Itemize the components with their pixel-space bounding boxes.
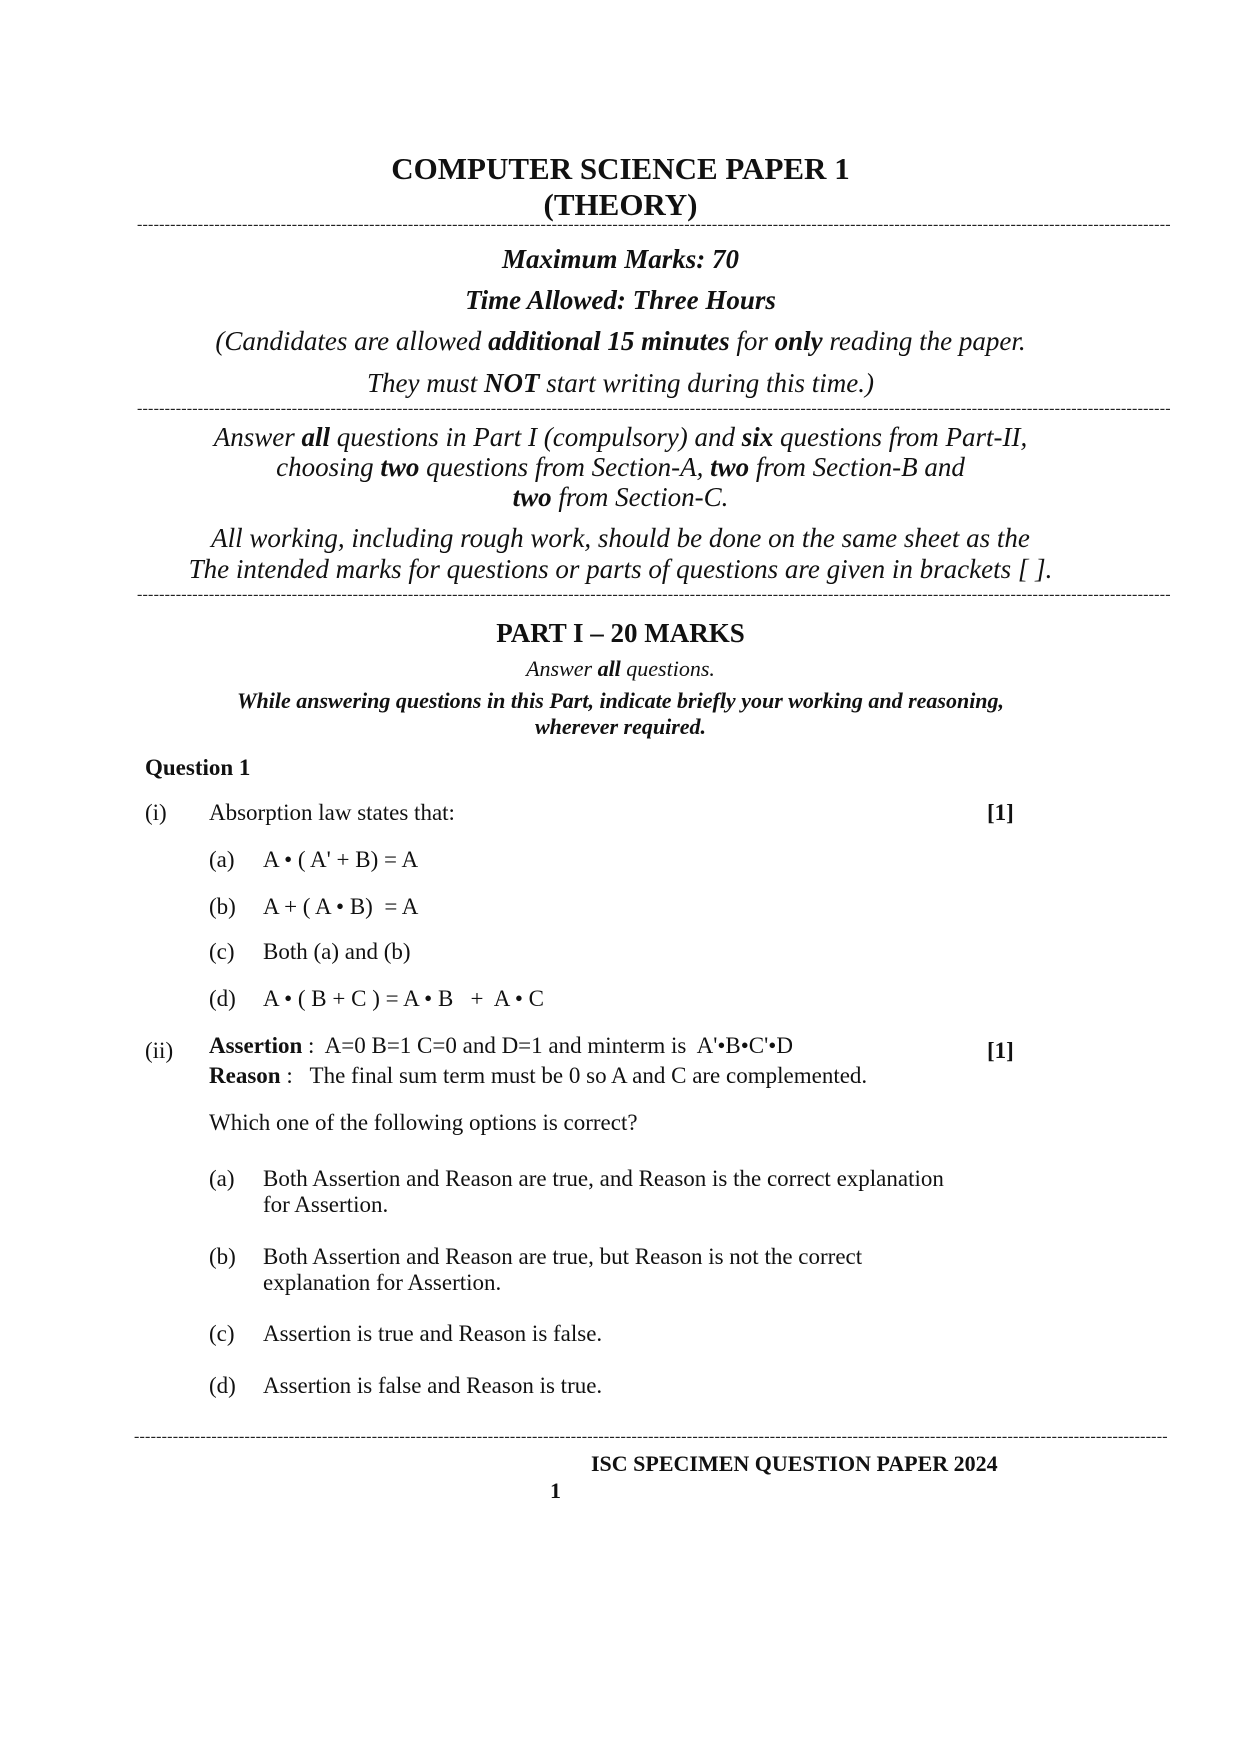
option-text-cont: for Assertion. — [263, 1192, 389, 1217]
option-text: Assertion is false and Reason is true. — [263, 1373, 603, 1398]
divider-rule: ------------------------------------------------------------------------------------------------------------------------------------------------------------------------------------------- — [137, 400, 1171, 417]
divider-rule: ------------------------------------------------------------------------------------------------------------------------------------------------------------------------------------------- — [137, 216, 1171, 233]
question-number: (ii) — [145, 1038, 174, 1063]
max-marks: Maximum Marks: 70 — [501, 244, 740, 274]
question-number: (i) — [145, 800, 167, 825]
footer-rule: ------------------------------------------------------------------------------------------------------------------------------------------------------------------------------------------- — [134, 1428, 1168, 1445]
reading-note-line2: They must NOT start writing during this time.) — [366, 368, 875, 398]
option-label: (c) — [209, 1321, 235, 1346]
instruction-line4: All working, including rough work, should be done on the same sheet as the — [211, 523, 1030, 553]
time-allowed: Time Allowed: Three Hours — [465, 285, 776, 315]
reason-line: Reason : The final sum term must be 0 so A and C are complemented. — [209, 1063, 868, 1088]
option-text: Both Assertion and Reason are true, but Reason is not the correct — [263, 1244, 863, 1269]
option-text: A • ( A' + B) = A — [263, 847, 419, 872]
option-text-cont: explanation for Assertion. — [263, 1270, 502, 1295]
reading-note-line1: (Candidates are allowed additional 15 minutes for only reading the paper. — [215, 326, 1026, 356]
footer-paper-name: ISC SPECIMEN QUESTION PAPER 2024 — [591, 1451, 998, 1476]
page-number: 1 — [550, 1478, 561, 1503]
instruction-line5: The intended marks for questions or parts of questions are given in brackets [ ]. — [188, 554, 1053, 584]
option-label: (b) — [209, 1244, 236, 1269]
assertion-line: Assertion : A=0 B=1 C=0 and D=1 and minterm is A'•B•C'•D — [209, 1033, 793, 1058]
question-label: Question 1 — [145, 755, 251, 780]
option-label: (b) — [209, 894, 236, 919]
option-text: Assertion is true and Reason is false. — [263, 1321, 603, 1346]
option-text: Both Assertion and Reason are true, and Reason is the correct explanation — [263, 1166, 944, 1191]
paper-title: COMPUTER SCIENCE PAPER 1 — [391, 151, 850, 186]
option-label: (d) — [209, 1373, 236, 1398]
question-text: Absorption law states that: — [209, 800, 455, 825]
marks-badge: [1] — [987, 1038, 1014, 1063]
option-label: (a) — [209, 847, 235, 872]
option-text: Both (a) and (b) — [263, 939, 411, 964]
part1-note-line2: wherever required. — [534, 714, 707, 739]
option-text: A • ( B + C ) = A • B + A • C — [263, 986, 544, 1011]
divider-rule: ------------------------------------------------------------------------------------------------------------------------------------------------------------------------------------------- — [137, 586, 1171, 603]
part1-heading: PART I – 20 MARKS — [496, 618, 745, 648]
instruction-line1: Answer all questions in Part I (compulsory) and six questions from Part-II, — [213, 422, 1028, 452]
question-prompt: Which one of the following options is correct? — [209, 1110, 638, 1135]
paper-subtitle: (THEORY) — [543, 187, 698, 222]
option-label: (c) — [209, 939, 235, 964]
option-text: A + ( A • B) = A — [263, 894, 419, 919]
option-label: (a) — [209, 1166, 235, 1191]
part1-note-line1: While answering questions in this Part, indicate briefly your working and reasoning, — [236, 688, 1005, 713]
part1-answer-all: Answer all questions. — [526, 656, 715, 681]
instruction-line2: choosing two questions from Section-A, two from Section-B and — [276, 452, 965, 482]
option-label: (d) — [209, 986, 236, 1011]
instruction-line3: two from Section-C. — [512, 482, 729, 512]
marks-badge: [1] — [987, 800, 1014, 825]
